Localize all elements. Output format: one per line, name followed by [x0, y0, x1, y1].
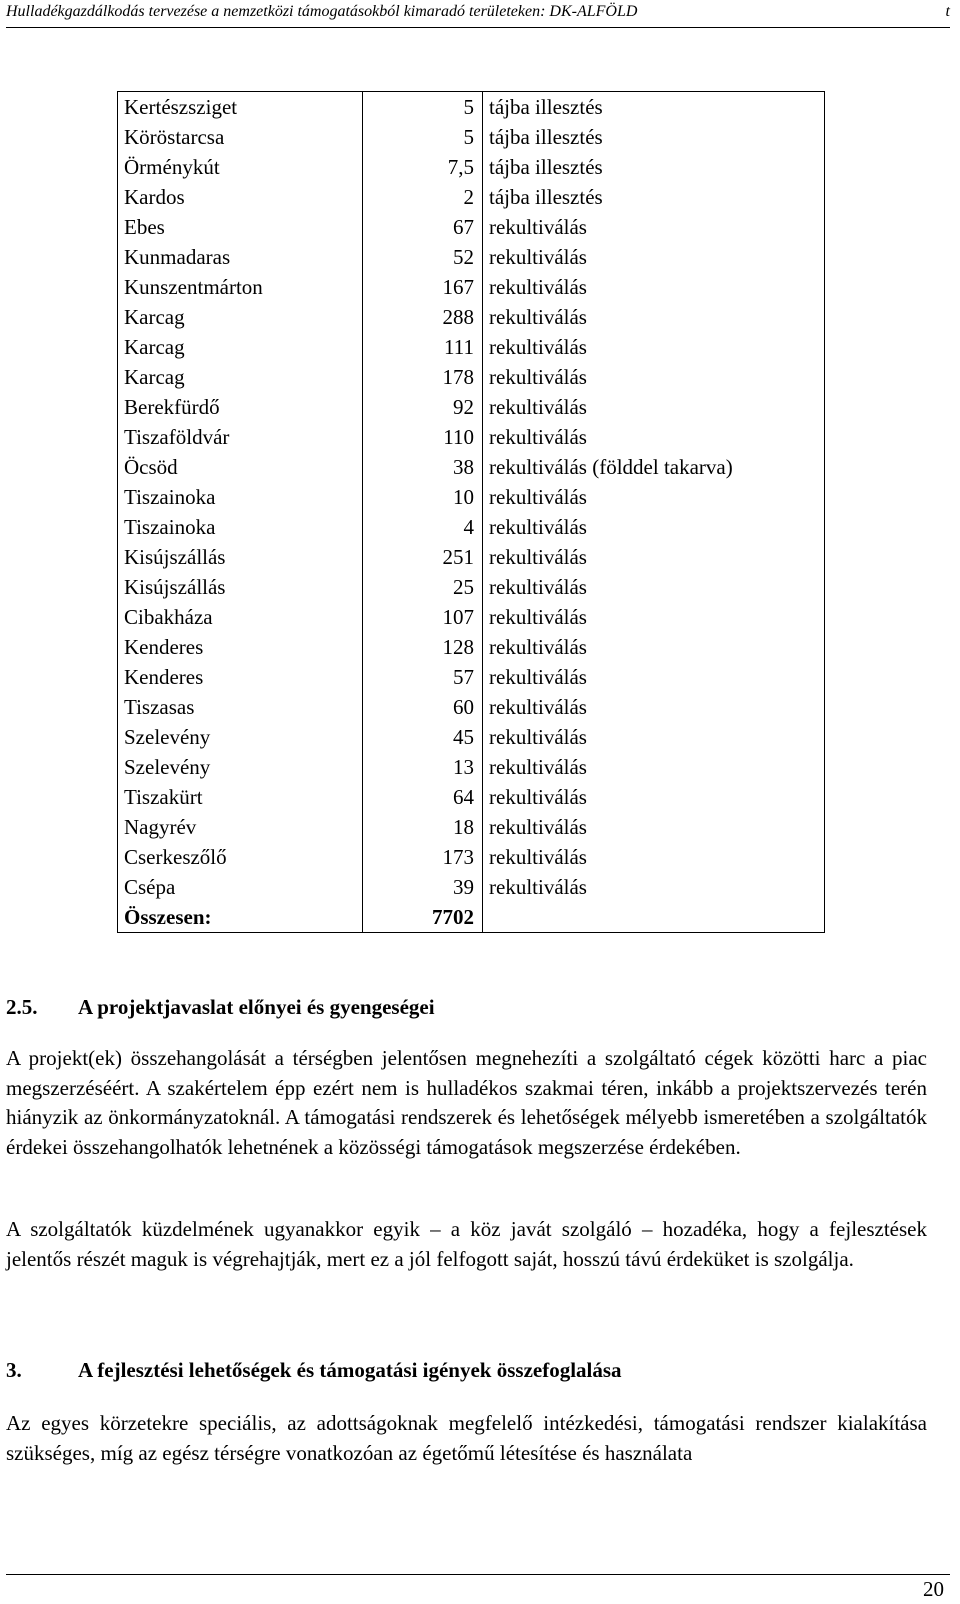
place-cell: Szelevény	[118, 722, 363, 752]
method-cell: rekultiválás	[483, 842, 825, 872]
area-cell: 45	[363, 722, 483, 752]
method-cell: rekultiválás	[483, 572, 825, 602]
area-cell: 67	[363, 212, 483, 242]
table-row	[118, 302, 825, 332]
method-cell: rekultiválás	[483, 272, 825, 302]
place-cell: Kertészsziget	[118, 92, 363, 123]
method-cell: tájba illesztés	[483, 182, 825, 212]
table-row	[118, 632, 825, 662]
area-cell: 38	[363, 452, 483, 482]
method-cell: rekultiválás	[483, 212, 825, 242]
table-row	[118, 542, 825, 572]
page-number: 20	[923, 1577, 944, 1601]
page-header	[6, 0, 950, 28]
landfill-table	[117, 91, 825, 933]
empty-cell	[483, 902, 825, 933]
section-number: 3.	[6, 1358, 22, 1382]
place-cell: Cibakháza	[118, 602, 363, 632]
area-cell: 251	[363, 542, 483, 572]
method-cell: rekultiválás (földdel takarva)	[483, 452, 825, 482]
table-body	[118, 92, 825, 933]
section-number: 2.5.	[6, 995, 38, 1019]
table-row	[118, 722, 825, 752]
total-label: Összesen:	[118, 902, 363, 933]
table-row	[118, 122, 825, 152]
place-cell: Szelevény	[118, 752, 363, 782]
footer-divider	[6, 1574, 950, 1575]
place-cell: Tiszaföldvár	[118, 422, 363, 452]
section-title: A projektjavaslat előnyei és gyengeségei	[78, 995, 435, 1019]
place-cell: Öcsöd	[118, 452, 363, 482]
place-cell: Köröstarcsa	[118, 122, 363, 152]
total-row	[118, 902, 825, 933]
method-cell: tájba illesztés	[483, 152, 825, 182]
place-cell: Csépa	[118, 872, 363, 902]
paragraph: A projekt(ek) összehangolását a térségben jelentősen megnehezíti a szolgáltató cégek közötti harc a piac megszerzéséért. A szakértelem épp ezért nem is hulladékos szakmai téren, inkább a projektszervezés terén hiányzik az önkormányzatoknál. A támogatási rendszerek és lehetőségek mélyebb ismeretében a szolgáltatók érdekei összehangolhatók lehetnének a közösségi támogatások megszerzése érdekében.	[6, 1046, 927, 1159]
place-cell: Nagyrév	[118, 812, 363, 842]
table-row	[118, 512, 825, 542]
table-row	[118, 272, 825, 302]
table-row	[118, 692, 825, 722]
table-row	[118, 872, 825, 902]
place-cell: Tiszakürt	[118, 782, 363, 812]
place-cell: Kisújszállás	[118, 542, 363, 572]
method-cell: tájba illesztés	[483, 92, 825, 123]
method-cell: rekultiválás	[483, 362, 825, 392]
paragraph: Az egyes körzetekre speciális, az adottságoknak megfelelő intézkedési, támogatási rendszer kialakítása szükséges, míg az egész térségre vonatkozóan az égetőmű létesítése és használata	[6, 1411, 927, 1465]
table-row	[118, 92, 825, 123]
section-title: A fejlesztési lehetőségek és támogatási igények összefoglalása	[78, 1358, 622, 1382]
place-cell: Berekfürdő	[118, 392, 363, 422]
place-cell: Örménykút	[118, 152, 363, 182]
table-row	[118, 662, 825, 692]
table-row	[118, 452, 825, 482]
method-cell: rekultiválás	[483, 242, 825, 272]
header-title: Hulladékgazdálkodás tervezése a nemzetközi támogatásokból kimaradó területeken: DK-ALFÖLD	[6, 3, 638, 20]
table-row	[118, 602, 825, 632]
area-cell: 5	[363, 92, 483, 123]
place-cell: Tiszainoka	[118, 482, 363, 512]
area-cell: 5	[363, 122, 483, 152]
method-cell: rekultiválás	[483, 752, 825, 782]
table-row	[118, 782, 825, 812]
area-cell: 128	[363, 632, 483, 662]
method-cell: rekultiválás	[483, 422, 825, 452]
paragraph: A szolgáltatók küzdelmének ugyanakkor egyik – a köz javát szolgáló – hozadéka, hogy a fejlesztések jelentős részét maguk is végrehajtják, mert ez a jól felfogott saját, hosszú távú érdeküket is szolgálja.	[6, 1217, 927, 1271]
method-cell: rekultiválás	[483, 482, 825, 512]
area-cell: 13	[363, 752, 483, 782]
method-cell: rekultiválás	[483, 782, 825, 812]
method-cell: rekultiválás	[483, 872, 825, 902]
area-cell: 167	[363, 272, 483, 302]
table-row	[118, 242, 825, 272]
method-cell: rekultiválás	[483, 692, 825, 722]
method-cell: rekultiválás	[483, 602, 825, 632]
method-cell: rekultiválás	[483, 812, 825, 842]
place-cell: Tiszasas	[118, 692, 363, 722]
table-row	[118, 362, 825, 392]
area-cell: 111	[363, 332, 483, 362]
place-cell: Kenderes	[118, 632, 363, 662]
area-cell: 288	[363, 302, 483, 332]
area-cell: 92	[363, 392, 483, 422]
area-cell: 52	[363, 242, 483, 272]
area-cell: 64	[363, 782, 483, 812]
area-cell: 173	[363, 842, 483, 872]
area-cell: 39	[363, 872, 483, 902]
area-cell: 2	[363, 182, 483, 212]
table-row	[118, 842, 825, 872]
place-cell: Ebes	[118, 212, 363, 242]
method-cell: rekultiválás	[483, 302, 825, 332]
method-cell: rekultiválás	[483, 542, 825, 572]
area-cell: 7,5	[363, 152, 483, 182]
table-row	[118, 752, 825, 782]
method-cell: rekultiválás	[483, 332, 825, 362]
table-row	[118, 422, 825, 452]
place-cell: Karcag	[118, 302, 363, 332]
place-cell: Karcag	[118, 332, 363, 362]
table-row	[118, 212, 825, 242]
area-cell: 60	[363, 692, 483, 722]
method-cell: rekultiválás	[483, 512, 825, 542]
area-cell: 10	[363, 482, 483, 512]
method-cell: rekultiválás	[483, 632, 825, 662]
place-cell: Karcag	[118, 362, 363, 392]
place-cell: Kardos	[118, 182, 363, 212]
place-cell: Kenderes	[118, 662, 363, 692]
total-value: 7702	[363, 902, 483, 933]
method-cell: tájba illesztés	[483, 122, 825, 152]
table-row	[118, 182, 825, 212]
table-row	[118, 812, 825, 842]
method-cell: rekultiválás	[483, 662, 825, 692]
table-row	[118, 332, 825, 362]
table-row	[118, 152, 825, 182]
area-cell: 178	[363, 362, 483, 392]
method-cell: rekultiválás	[483, 722, 825, 752]
place-cell: Kunszentmárton	[118, 272, 363, 302]
table-row	[118, 482, 825, 512]
table-row	[118, 392, 825, 422]
method-cell: rekultiválás	[483, 392, 825, 422]
header-mark: t	[945, 3, 950, 20]
place-cell: Kisújszállás	[118, 572, 363, 602]
place-cell: Cserkeszőlő	[118, 842, 363, 872]
table-row	[118, 572, 825, 602]
area-cell: 18	[363, 812, 483, 842]
area-cell: 110	[363, 422, 483, 452]
place-cell: Kunmadaras	[118, 242, 363, 272]
area-cell: 57	[363, 662, 483, 692]
area-cell: 4	[363, 512, 483, 542]
area-cell: 107	[363, 602, 483, 632]
place-cell: Tiszainoka	[118, 512, 363, 542]
area-cell: 25	[363, 572, 483, 602]
